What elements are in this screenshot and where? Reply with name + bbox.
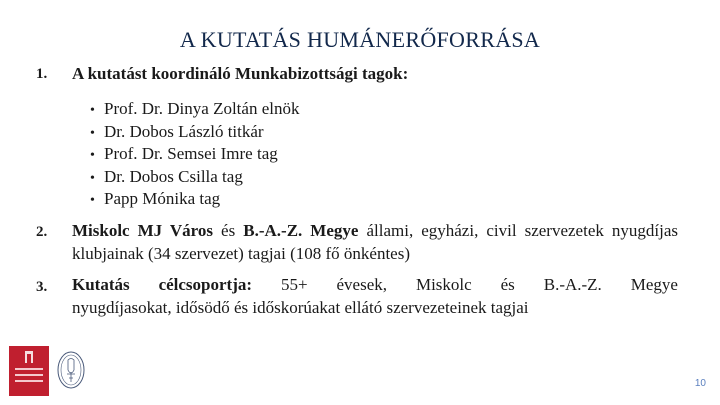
page-number: 10 [694,378,706,389]
bullet-icon: • [90,148,95,163]
slide-title: A KUTATÁS HUMÁNERŐFORRÁSA [179,27,541,52]
list-item: • Prof. Dr. Dinya Zoltán elnök [90,99,299,122]
item-1-heading: A kutatást koordináló Munkabizottsági tagok: [72,64,409,83]
list-item: • Papp Mónika tag [90,189,299,212]
item-3-number: 3. [36,279,48,295]
item-2-text: Miskolc MJ Város és B.-A.-Z. Megye állami, egyházi, civil szervezetek nyugdíjas klubjainak (34 szervezet) tagjai (108 fő önkéntes) [72,221,678,263]
university-seal-icon [56,350,86,390]
item-3-text: Kutatás célcsoportja: 55+ évesek, Miskolc és B.-A.-Z. Megye nyugdíjasokat, idősödő és időskorúakat ellátó szervezeteinek tagjai [72,275,678,317]
bullet-icon: • [90,170,95,186]
member-list [90,99,299,212]
list-item: • Dr. Dobos László titkár [90,122,299,145]
item-1-number: 1. [36,66,48,82]
list-item: • Dr. Dobos Csilla tag [90,167,299,190]
bullet-icon: • [90,125,95,141]
item-2-number: 2. [36,224,48,240]
bullet-icon: • [90,193,95,208]
institute-logo-icon [9,346,49,396]
bullet-icon: • [90,103,95,118]
list-item: • Prof. Dr. Semsei Imre tag [90,144,299,167]
